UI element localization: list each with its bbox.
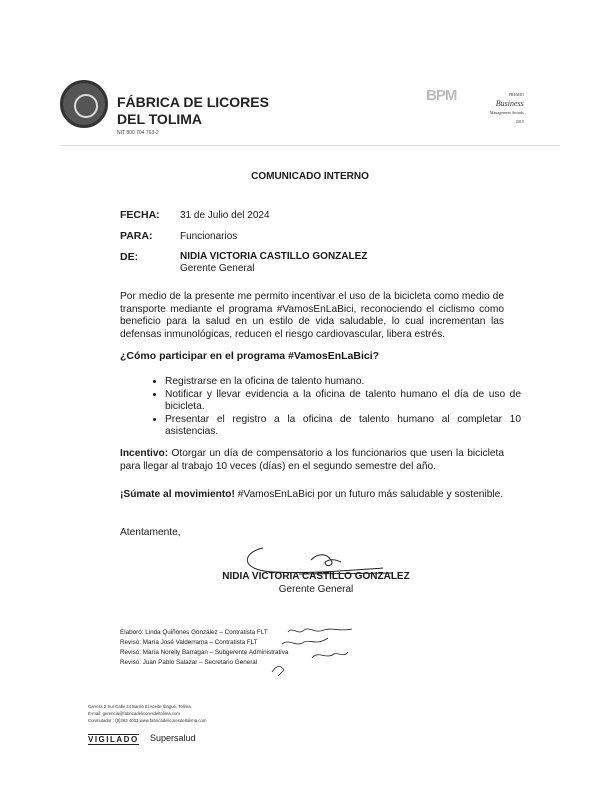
address: Carrera 2 Sur Calle 24 Barrio El Aceite Ibagué, Tolima. [88,704,192,709]
bpm-logo: BPM [426,87,457,104]
business-award-logo [490,90,524,126]
de-role: Gerente General [180,263,255,274]
credit-line [120,648,288,658]
closing: Atentamente, [120,527,181,538]
company-name-line1: FÁBRICA DE LICORES [117,94,269,110]
award-name: Business [495,99,524,108]
incentive-label: Incentivo: [120,448,169,459]
phone: Conmutador : (8)263 4033 www.fabricadelicoresdeltolima.com [88,718,207,723]
award-top: PREMIO [508,92,524,97]
header-divider [60,145,560,146]
para-value: Funcionarios [180,231,238,242]
signature-role: Gerente General [278,584,354,595]
question-heading: ¿Cómo participar en el programa #VamosEnLaBici? [120,350,380,362]
document-title: COMUNICADO INTERNO [251,171,369,182]
cta-bold: ¡Súmate al movimiento! [120,489,235,500]
award-year: 2019 [515,119,524,124]
credit-text: Juan Pablo Salazar – Secretario General [142,659,258,666]
steps-list [148,376,521,439]
credit-text: Linda Quiñones González – Contratista FLT [145,629,268,636]
list-item: • Notificar y llevar evidencia a la oficina de talento humano el día de uso de bicicleta. [165,389,521,414]
incentive-text: Otorgar un día de compensatorio a los funcionarios que usen la bicicleta para llegar al trabajo 10 veces (días) en el segundo semestre del año. [120,448,504,472]
list-item: • Presentar el registro a la oficina de talento humano al completar 10 asistencias. [165,414,521,439]
supersalud-logo: Supersalud [150,733,196,743]
credit-label: Revisó: [120,639,141,646]
credit-line [120,628,288,638]
de-label: DE: [120,251,139,263]
credit-label: Revisó: [120,649,141,656]
credit-label: Revisó: [120,659,141,666]
signature-name: NIDIA VICTORIA CASTILLO GONZALEZ [222,571,410,582]
credits [120,628,288,668]
credit-text: María José Valderrama – Contratista FLT [142,639,258,646]
intro-paragraph: Por medio de la presente me permito incentivar el uso de la bicicleta como medio de transporte mediante el programa #VamosEnLaBici, reconociendo el ciclismo como beneficio para la salud en un estilo de vida saludable, lo cual incrementan las defensas inmunológicas, reducen el riesgo cardiovascular, libera estrés. [120,291,504,340]
cta-text: #VamosEnLaBici por un futuro más saludable y sostenible. [234,489,504,500]
company-name [117,94,269,128]
initials-signatures [268,622,378,682]
company-seal-logo [60,80,108,128]
email: E-mail: gerencia@fabricadelicoresdeltolima.com [88,711,181,716]
footer-address [88,703,206,724]
company-name-line2: DEL TOLIMA [117,111,203,127]
de-name: NIDIA VICTORIA CASTILLO GONZALEZ [180,251,368,262]
fecha-label: FECHA: [120,209,160,221]
para-label: PARA: [120,230,153,242]
nit: NIT 800 704 763-2 [117,130,159,136]
cta-paragraph [120,489,504,502]
credit-line [120,638,288,648]
fecha-value: 31 de Julio del 2024 [180,210,270,221]
incentive-paragraph [120,448,504,473]
award-sub: Management Awards [490,110,524,115]
vigilado-label: VIGILADO [88,735,139,744]
credit-text: María Norelly Barragán – Subgerente Administrativa [142,649,289,656]
list-item: • Registrarse en la oficina de talento humano. [165,376,521,389]
credit-line [120,658,288,668]
credit-label: Elaboró: [120,629,144,636]
